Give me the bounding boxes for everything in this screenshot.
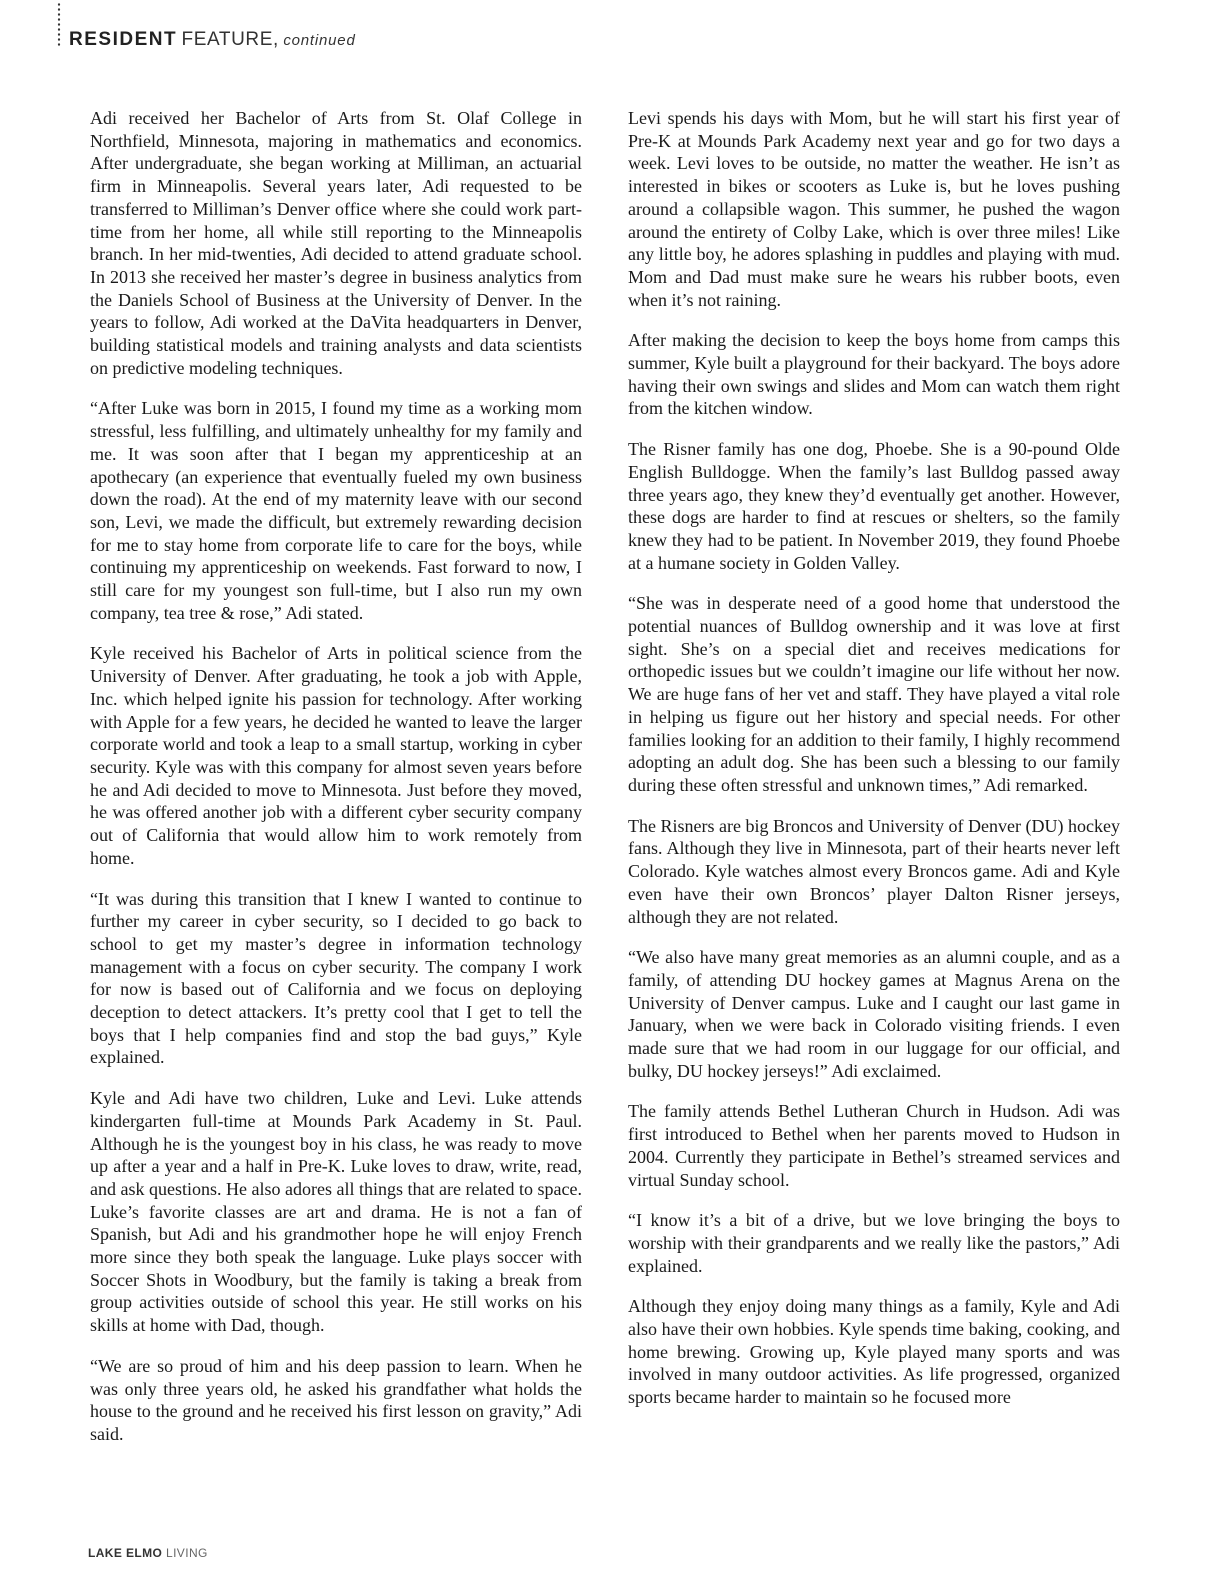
paragraph: Levi spends his days with Mom, but he will start his first year of Pre-K at Mounds Park Academy next year and go for two days a week. Levi loves to be outside, no matter the weather. He isn’t as interested in bikes or scooters as Luke is, but he loves pushing around a collapsible wagon. This summer, he pushed the wagon around the entirety of Colby Lake, which is over three miles! Like any little boy, he adores splashing in puddles and playing with mud. Mom and Dad must make sure he wears his rubber boots, even when it’s not raining. <box>628 108 1120 310</box>
paragraph: “We also have many great memories as an alumni couple, and as a family, of attending DU hockey games at Magnus Arena on the University of Denver campus. Luke and I caught our last game in January, when we were back in Colorado visiting friends. I even made sure that we had room in our luggage for our official, and bulky, DU hockey jerseys!” Adi exclaimed. <box>628 947 1120 1081</box>
paragraph: “I know it’s a bit of a drive, but we love bringing the boys to worship with their grandparents and we really like the pastors,” Adi explained. <box>628 1210 1120 1276</box>
paragraph: “We are so proud of him and his deep passion to learn. When he was only three years old, he asked his grandfather what holds the house to the ground and he received his first lesson on gravity,” Adi said. <box>90 1355 582 1444</box>
footer-brand <box>88 1546 208 1560</box>
section-label-bold: RESIDENT <box>69 29 178 50</box>
paragraph: Kyle and Adi have two children, Luke and Levi. Luke attends kindergarten full-time at Mounds Park Academy in St. Paul. Although he is the youngest boy in his class, he was ready to move up after a year and a half in Pre-K. Luke loves to draw, write, read, and ask questions. He also adores all things that are related to space. Luke’s favorite classes are art and drama. He is not a fan of Spanish, but Adi and his grandmother hope he will enjoy French more since they both speak the language. Luke plays soccer with Soccer Shots in Woodbury, but the family is taking a break from group activities outside of school this year. He still works on his skills at home with Dad, though. <box>90 1088 582 1336</box>
paragraph: The family attends Bethel Lutheran Church in Hudson. Adi was first introduced to Bethel when her parents moved to Hudson in 2004. Currently they participate in Bethel’s streamed services and virtual Sunday school. <box>628 1101 1120 1190</box>
section-header <box>69 28 356 53</box>
continued-label: continued <box>283 32 356 49</box>
paragraph: Adi received her Bachelor of Arts from St. Olaf College in Northfield, Minnesota, majoring in mathematics and economics. After undergraduate, she began working at Milliman, an actuarial firm in Minneapolis. Several years later, Adi requested to be transferred to Milliman’s Denver office where she could work part-time from her home, all while still reporting to the Minneapolis branch. In her mid-twenties, Adi decided to attend graduate school. In 2013 she received her master’s degree in business analytics from the Daniels School of Business at the University of Denver. In the years to follow, Adi worked at the DaVita headquarters in Denver, building statistical models and training analysts and data scientists on predictive modeling techniques. <box>90 108 582 378</box>
section-label-light: FEATURE, <box>181 29 279 50</box>
paragraph: Although they enjoy doing many things as a family, Kyle and Adi also have their own hobbies. Kyle spends time baking, cooking, and home brewing. Growing up, Kyle played many sports and was involved in many outdoor activities. As life progressed, organized sports became harder to maintain so he focused more <box>628 1296 1120 1408</box>
left-column <box>90 107 582 1464</box>
paragraph: The Risners are big Broncos and University of Denver (DU) hockey fans. Although they live in Minnesota, part of their hearts never left Colorado. Kyle watches almost every Broncos game. Adi and Kyle even have their own Broncos’ player Dalton Risner jerseys, although they are not related. <box>628 815 1120 927</box>
paragraph: “After Luke was born in 2015, I found my time as a working mom stressful, less fulfilling, and ultimately unhealthy for my family and me. It was soon after that I began my apprenticeship at an apothecary (an experience that eventually fueled my own business down the road). At the end of my maternity leave with our second son, Levi, we made the difficult, but extremely rewarding decision for me to stay home from corporate life to care for the boys, while continuing my apprenticeship on weekends. Fast forward to now, I still care for my youngest son full-time, but I also run my own company, tea tree & rose,” Adi stated. <box>90 398 582 623</box>
footer-brand-light: LIVING <box>166 1546 208 1560</box>
right-column <box>628 107 1120 1427</box>
dotted-rule <box>57 2 61 48</box>
paragraph: “She was in desperate need of a good home that understood the potential nuances of Bulldog ownership and it was love at first sight. She’s on a special diet and receives medications for orthopedic issues but we couldn’t imagine our life without her now. We are huge fans of her vet and staff. They have played a vital role in helping us figure out her history and special needs. For other families looking for an addition to their family, I highly recommend adopting an adult dog. She has been such a blessing to our family during these often stressful and unknown times,” Adi remarked. <box>628 593 1120 795</box>
paragraph: “It was during this transition that I knew I wanted to continue to further my career in cyber security, so I decided to go back to school to get my master’s degree in information technology management with a focus on cyber security. The company I work for now is based out of California and we focus on deploying deception to detect attackers. It’s pretty cool that I get to tell the boys that I help companies find and stop the bad guys,” Kyle explained. <box>90 888 582 1068</box>
paragraph: Kyle received his Bachelor of Arts in political science from the University of Denver. After graduating, he took a job with Apple, Inc. which helped ignite his passion for technology. After working with Apple for a few years, he decided he wanted to leave the larger corporate world and took a leap to a small startup, working in cyber security. Kyle was with this company for almost seven years before he and Adi decided to move to Minnesota. Just before they moved, he was offered another job with a different cyber security company out of California that would allow him to work remotely from home. <box>90 643 582 868</box>
paragraph: The Risner family has one dog, Phoebe. She is a 90-pound Olde English Bulldogge. When the family’s last Bulldog passed away three years ago, they knew they’d eventually get another. However, these dogs are harder to find at rescues or shelters, so the family knew they had to be patient. In November 2019, they found Phoebe at a humane society in Golden Valley. <box>628 439 1120 573</box>
paragraph: After making the decision to keep the boys home from camps this summer, Kyle built a playground for their backyard. The boys adore having their own swings and slides and Mom can watch them right from the kitchen window. <box>628 330 1120 419</box>
footer-brand-bold: LAKE ELMO <box>88 1546 163 1560</box>
